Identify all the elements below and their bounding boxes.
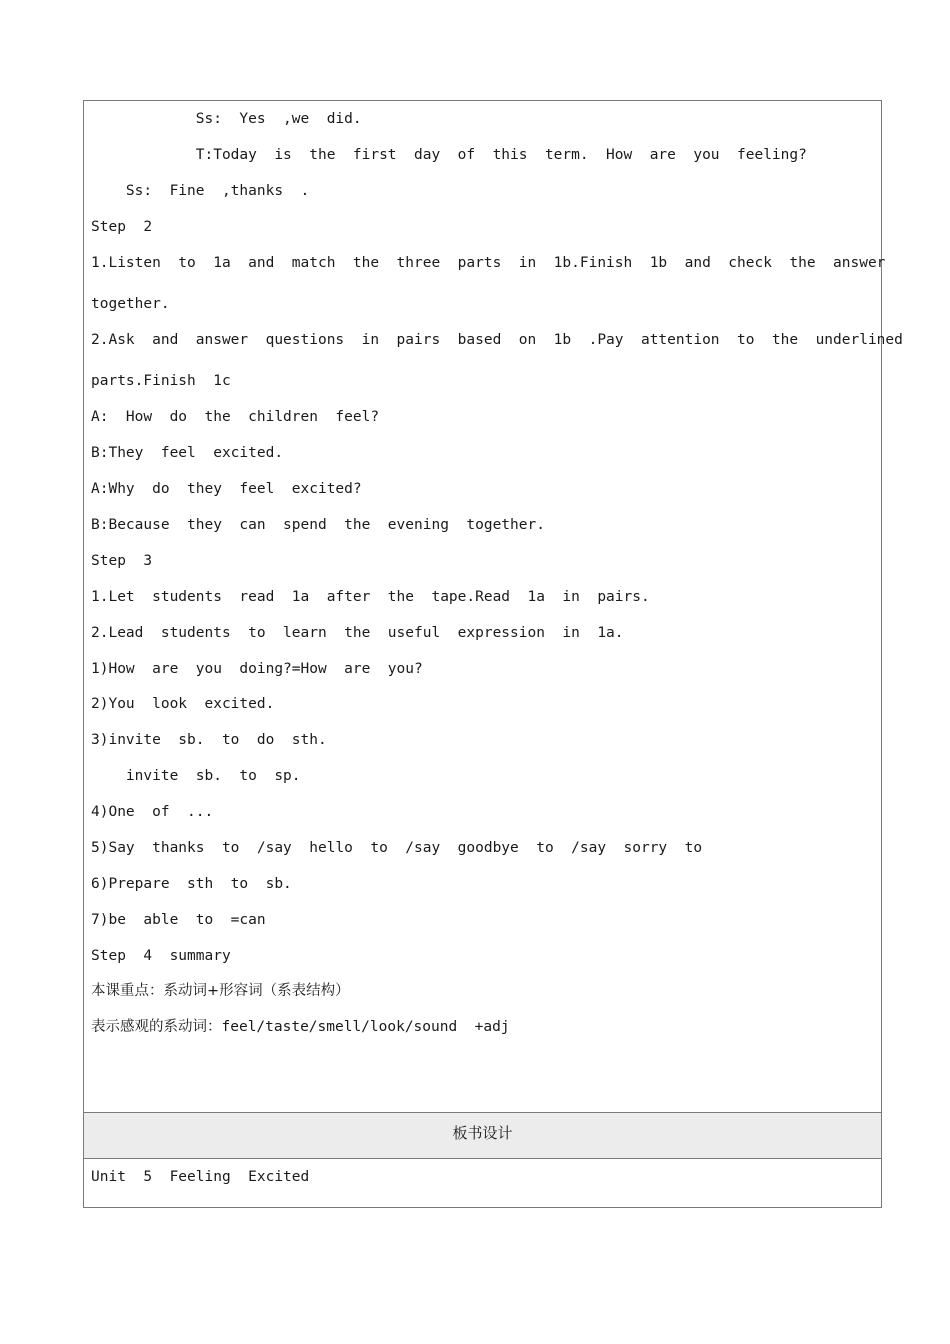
lesson-line: T:Today is the first day of this term. How are you feeling? [91,147,807,163]
step-heading: Step 2 [91,219,153,235]
dialogue-line: A:Why do they feel excited? [91,481,362,497]
expression-line: 4)One of ... [91,804,214,820]
lesson-line: 1.Listen to 1a and match the three parts in 1b.Finish 1b and check the answer [91,255,886,271]
board-design-cell [84,1159,881,1207]
step-heading: Step 3 [91,553,153,569]
lesson-line: together. [91,296,170,312]
lesson-line: Ss: Yes ,we did. [91,111,362,127]
step-heading: Step 4 summary [91,948,231,964]
dialogue-line: A: How do the children feel? [91,409,380,425]
lesson-line: 2.Lead students to learn the useful expression in 1a. [91,625,624,641]
expression-line: 1)How are you doing?=How are you? [91,661,423,677]
expression-line: 3)invite sb. to do sth. [91,732,327,748]
expression-line: 2)You look excited. [91,696,275,712]
lesson-line: parts.Finish 1c [91,373,231,389]
expression-line: 7)be able to =can [91,912,266,928]
expression-line: 6)Prepare sth to sb. [91,876,292,892]
lesson-line: 1.Let students read 1a after the tape.Read 1a in pairs. [91,589,650,605]
summary-line: 表示感观的系动词：feel/taste/smell/look/sound +adj [91,1019,510,1035]
dialogue-line: B:They feel excited. [91,445,284,461]
lesson-line: 2.Ask and answer questions in pairs based on 1b .Pay attention to the underlined [91,332,903,348]
dialogue-line: B:Because they can spend the evening together. [91,517,545,533]
expression-line: invite sb. to sp. [91,768,301,784]
board-design-header [84,1112,881,1159]
lesson-plan-table [83,100,903,1208]
summary-line: 本课重点：系动词+形容词（系表结构） [91,983,350,999]
lesson-line: Ss: Fine ,thanks . [91,183,310,199]
teaching-steps-cell [84,101,903,1112]
board-design-title: 板书设计 [452,1124,513,1142]
expression-line: 5)Say thanks to /say hello to /say goodbye to /say sorry to [91,840,703,856]
board-design-content: Unit 5 Feeling Excited [91,1169,310,1185]
